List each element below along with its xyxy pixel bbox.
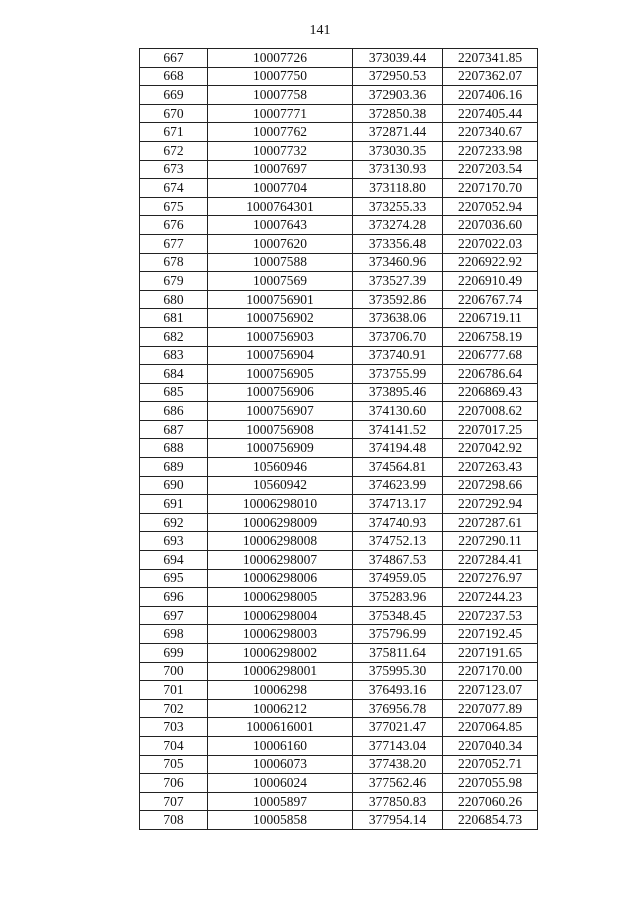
y-coordinate-cell: 2206758.19: [443, 327, 538, 346]
point-id-cell: 10005897: [208, 792, 353, 811]
table-row: [140, 811, 538, 830]
table-row: [140, 309, 538, 328]
point-id-cell: 10007726: [208, 49, 353, 68]
table-row: [140, 551, 538, 570]
row-index-cell: 706: [140, 774, 208, 793]
x-coordinate-cell: 373638.06: [353, 309, 443, 328]
y-coordinate-cell: 2207064.85: [443, 718, 538, 737]
x-coordinate-cell: 375995.30: [353, 662, 443, 681]
y-coordinate-cell: 2206922.92: [443, 253, 538, 272]
y-coordinate-cell: 2207237.53: [443, 606, 538, 625]
row-index-cell: 686: [140, 402, 208, 421]
x-coordinate-cell: 374130.60: [353, 402, 443, 421]
table-row: [140, 49, 538, 68]
y-coordinate-cell: 2207170.00: [443, 662, 538, 681]
table-row: [140, 234, 538, 253]
table-row: [140, 439, 538, 458]
row-index-cell: 690: [140, 476, 208, 495]
row-index-cell: 683: [140, 346, 208, 365]
y-coordinate-cell: 2206719.11: [443, 309, 538, 328]
row-index-cell: 700: [140, 662, 208, 681]
x-coordinate-cell: 377562.46: [353, 774, 443, 793]
x-coordinate-cell: 374959.05: [353, 569, 443, 588]
y-coordinate-cell: 2207192.45: [443, 625, 538, 644]
row-index-cell: 702: [140, 699, 208, 718]
x-coordinate-cell: 377438.20: [353, 755, 443, 774]
point-id-cell: 10006298010: [208, 495, 353, 514]
x-coordinate-cell: 377021.47: [353, 718, 443, 737]
table-row: [140, 123, 538, 142]
x-coordinate-cell: 376493.16: [353, 681, 443, 700]
row-index-cell: 676: [140, 216, 208, 235]
y-coordinate-cell: 2207077.89: [443, 699, 538, 718]
row-index-cell: 680: [140, 290, 208, 309]
y-coordinate-cell: 2207284.41: [443, 551, 538, 570]
point-id-cell: 1000764301: [208, 197, 353, 216]
row-index-cell: 671: [140, 123, 208, 142]
point-id-cell: 10007643: [208, 216, 353, 235]
row-index-cell: 694: [140, 551, 208, 570]
point-id-cell: 1000756901: [208, 290, 353, 309]
y-coordinate-cell: 2206767.74: [443, 290, 538, 309]
row-index-cell: 685: [140, 383, 208, 402]
point-id-cell: 10005858: [208, 811, 353, 830]
y-coordinate-cell: 2207341.85: [443, 49, 538, 68]
table-row: [140, 755, 538, 774]
point-id-cell: 10007620: [208, 234, 353, 253]
x-coordinate-cell: 373706.70: [353, 327, 443, 346]
row-index-cell: 668: [140, 67, 208, 86]
y-coordinate-cell: 2207362.07: [443, 67, 538, 86]
table-row: [140, 346, 538, 365]
row-index-cell: 699: [140, 644, 208, 663]
x-coordinate-cell: 375796.99: [353, 625, 443, 644]
point-id-cell: 1000756908: [208, 420, 353, 439]
table-row: [140, 625, 538, 644]
y-coordinate-cell: 2207008.62: [443, 402, 538, 421]
row-index-cell: 695: [140, 569, 208, 588]
point-id-cell: 10007697: [208, 160, 353, 179]
x-coordinate-cell: 376956.78: [353, 699, 443, 718]
row-index-cell: 667: [140, 49, 208, 68]
table-row: [140, 160, 538, 179]
table-row: [140, 644, 538, 663]
row-index-cell: 678: [140, 253, 208, 272]
row-index-cell: 703: [140, 718, 208, 737]
point-id-cell: 1000756906: [208, 383, 353, 402]
table-row: [140, 681, 538, 700]
row-index-cell: 692: [140, 513, 208, 532]
row-index-cell: 689: [140, 458, 208, 477]
table-row: [140, 327, 538, 346]
point-id-cell: 10006160: [208, 736, 353, 755]
x-coordinate-cell: 377850.83: [353, 792, 443, 811]
y-coordinate-cell: 2207042.92: [443, 439, 538, 458]
table-row: [140, 141, 538, 160]
point-id-cell: 10007588: [208, 253, 353, 272]
table-row: [140, 495, 538, 514]
point-id-cell: 10006298006: [208, 569, 353, 588]
y-coordinate-cell: 2207055.98: [443, 774, 538, 793]
y-coordinate-cell: 2207060.26: [443, 792, 538, 811]
table-row: [140, 532, 538, 551]
point-id-cell: 1000756909: [208, 439, 353, 458]
table-row: [140, 588, 538, 607]
table-row: [140, 86, 538, 105]
y-coordinate-cell: 2206777.68: [443, 346, 538, 365]
x-coordinate-cell: 374752.13: [353, 532, 443, 551]
point-id-cell: 10006298005: [208, 588, 353, 607]
x-coordinate-cell: 373039.44: [353, 49, 443, 68]
y-coordinate-cell: 2207406.16: [443, 86, 538, 105]
table-row: [140, 662, 538, 681]
point-id-cell: 10006298007: [208, 551, 353, 570]
x-coordinate-cell: 377143.04: [353, 736, 443, 755]
table-row: [140, 216, 538, 235]
y-coordinate-cell: 2207405.44: [443, 104, 538, 123]
point-id-cell: 10006298004: [208, 606, 353, 625]
x-coordinate-cell: 374194.48: [353, 439, 443, 458]
x-coordinate-cell: 372950.53: [353, 67, 443, 86]
row-index-cell: 684: [140, 365, 208, 384]
y-coordinate-cell: 2206854.73: [443, 811, 538, 830]
x-coordinate-cell: 373274.28: [353, 216, 443, 235]
y-coordinate-cell: 2207022.03: [443, 234, 538, 253]
table-row: [140, 476, 538, 495]
x-coordinate-cell: 373255.33: [353, 197, 443, 216]
point-id-cell: 10007762: [208, 123, 353, 142]
y-coordinate-cell: 2207244.23: [443, 588, 538, 607]
x-coordinate-cell: 374564.81: [353, 458, 443, 477]
row-index-cell: 687: [140, 420, 208, 439]
point-id-cell: 10006212: [208, 699, 353, 718]
coordinates-table: [139, 48, 538, 830]
row-index-cell: 681: [140, 309, 208, 328]
point-id-cell: 10007758: [208, 86, 353, 105]
page-number: 141: [309, 23, 331, 38]
row-index-cell: 708: [140, 811, 208, 830]
table-row: [140, 197, 538, 216]
y-coordinate-cell: 2207052.71: [443, 755, 538, 774]
table-row: [140, 179, 538, 198]
row-index-cell: 673: [140, 160, 208, 179]
row-index-cell: 675: [140, 197, 208, 216]
row-index-cell: 707: [140, 792, 208, 811]
x-coordinate-cell: 373895.46: [353, 383, 443, 402]
table-row: [140, 458, 538, 477]
x-coordinate-cell: 373118.80: [353, 179, 443, 198]
table-row: [140, 569, 538, 588]
row-index-cell: 682: [140, 327, 208, 346]
y-coordinate-cell: 2207292.94: [443, 495, 538, 514]
row-index-cell: 705: [140, 755, 208, 774]
y-coordinate-cell: 2207170.70: [443, 179, 538, 198]
x-coordinate-cell: 373527.39: [353, 272, 443, 291]
point-id-cell: 10006298001: [208, 662, 353, 681]
point-id-cell: 10007704: [208, 179, 353, 198]
y-coordinate-cell: 2207263.43: [443, 458, 538, 477]
table-row: [140, 736, 538, 755]
y-coordinate-cell: 2207017.25: [443, 420, 538, 439]
row-index-cell: 701: [140, 681, 208, 700]
point-id-cell: 10007750: [208, 67, 353, 86]
x-coordinate-cell: 373592.86: [353, 290, 443, 309]
row-index-cell: 672: [140, 141, 208, 160]
table-row: [140, 699, 538, 718]
point-id-cell: 10560942: [208, 476, 353, 495]
table-row: [140, 606, 538, 625]
table-row: [140, 272, 538, 291]
y-coordinate-cell: 2207036.60: [443, 216, 538, 235]
y-coordinate-cell: 2207040.34: [443, 736, 538, 755]
table-row: [140, 718, 538, 737]
x-coordinate-cell: 372850.38: [353, 104, 443, 123]
point-id-cell: 1000616001: [208, 718, 353, 737]
table-row: [140, 253, 538, 272]
point-id-cell: 10006298: [208, 681, 353, 700]
x-coordinate-cell: 374141.52: [353, 420, 443, 439]
x-coordinate-cell: 375348.45: [353, 606, 443, 625]
x-coordinate-cell: 373130.93: [353, 160, 443, 179]
row-index-cell: 693: [140, 532, 208, 551]
x-coordinate-cell: 374740.93: [353, 513, 443, 532]
x-coordinate-cell: 374867.53: [353, 551, 443, 570]
row-index-cell: 697: [140, 606, 208, 625]
y-coordinate-cell: 2206869.43: [443, 383, 538, 402]
x-coordinate-cell: 373030.35: [353, 141, 443, 160]
point-id-cell: 10007569: [208, 272, 353, 291]
row-index-cell: 698: [140, 625, 208, 644]
point-id-cell: 10006024: [208, 774, 353, 793]
table-row: [140, 383, 538, 402]
y-coordinate-cell: 2207123.07: [443, 681, 538, 700]
y-coordinate-cell: 2207191.65: [443, 644, 538, 663]
point-id-cell: 1000756903: [208, 327, 353, 346]
point-id-cell: 10006298009: [208, 513, 353, 532]
row-index-cell: 691: [140, 495, 208, 514]
point-id-cell: 1000756907: [208, 402, 353, 421]
point-id-cell: 10006298002: [208, 644, 353, 663]
point-id-cell: 1000756905: [208, 365, 353, 384]
table-row: [140, 290, 538, 309]
y-coordinate-cell: 2207233.98: [443, 141, 538, 160]
x-coordinate-cell: 375283.96: [353, 588, 443, 607]
x-coordinate-cell: 374713.17: [353, 495, 443, 514]
row-index-cell: 704: [140, 736, 208, 755]
y-coordinate-cell: 2207298.66: [443, 476, 538, 495]
x-coordinate-cell: 373356.48: [353, 234, 443, 253]
table-row: [140, 104, 538, 123]
y-coordinate-cell: 2206910.49: [443, 272, 538, 291]
y-coordinate-cell: 2207276.97: [443, 569, 538, 588]
y-coordinate-cell: 2207052.94: [443, 197, 538, 216]
row-index-cell: 688: [140, 439, 208, 458]
y-coordinate-cell: 2207203.54: [443, 160, 538, 179]
x-coordinate-cell: 377954.14: [353, 811, 443, 830]
y-coordinate-cell: 2207290.11: [443, 532, 538, 551]
point-id-cell: 10006298008: [208, 532, 353, 551]
point-id-cell: 10007732: [208, 141, 353, 160]
x-coordinate-cell: 375811.64: [353, 644, 443, 663]
x-coordinate-cell: 373740.91: [353, 346, 443, 365]
x-coordinate-cell: 373460.96: [353, 253, 443, 272]
row-index-cell: 674: [140, 179, 208, 198]
row-index-cell: 696: [140, 588, 208, 607]
point-id-cell: 1000756904: [208, 346, 353, 365]
x-coordinate-cell: 372903.36: [353, 86, 443, 105]
table-row: [140, 513, 538, 532]
y-coordinate-cell: 2206786.64: [443, 365, 538, 384]
table-row: [140, 792, 538, 811]
x-coordinate-cell: 372871.44: [353, 123, 443, 142]
row-index-cell: 679: [140, 272, 208, 291]
row-index-cell: 677: [140, 234, 208, 253]
row-index-cell: 669: [140, 86, 208, 105]
point-id-cell: 10560946: [208, 458, 353, 477]
table-row: [140, 420, 538, 439]
table-row: [140, 402, 538, 421]
table-body: [140, 49, 538, 830]
point-id-cell: 1000756902: [208, 309, 353, 328]
row-index-cell: 670: [140, 104, 208, 123]
table-row: [140, 67, 538, 86]
point-id-cell: 10007771: [208, 104, 353, 123]
point-id-cell: 10006073: [208, 755, 353, 774]
table-row: [140, 365, 538, 384]
point-id-cell: 10006298003: [208, 625, 353, 644]
y-coordinate-cell: 2207340.67: [443, 123, 538, 142]
x-coordinate-cell: 373755.99: [353, 365, 443, 384]
x-coordinate-cell: 374623.99: [353, 476, 443, 495]
table-row: [140, 774, 538, 793]
y-coordinate-cell: 2207287.61: [443, 513, 538, 532]
